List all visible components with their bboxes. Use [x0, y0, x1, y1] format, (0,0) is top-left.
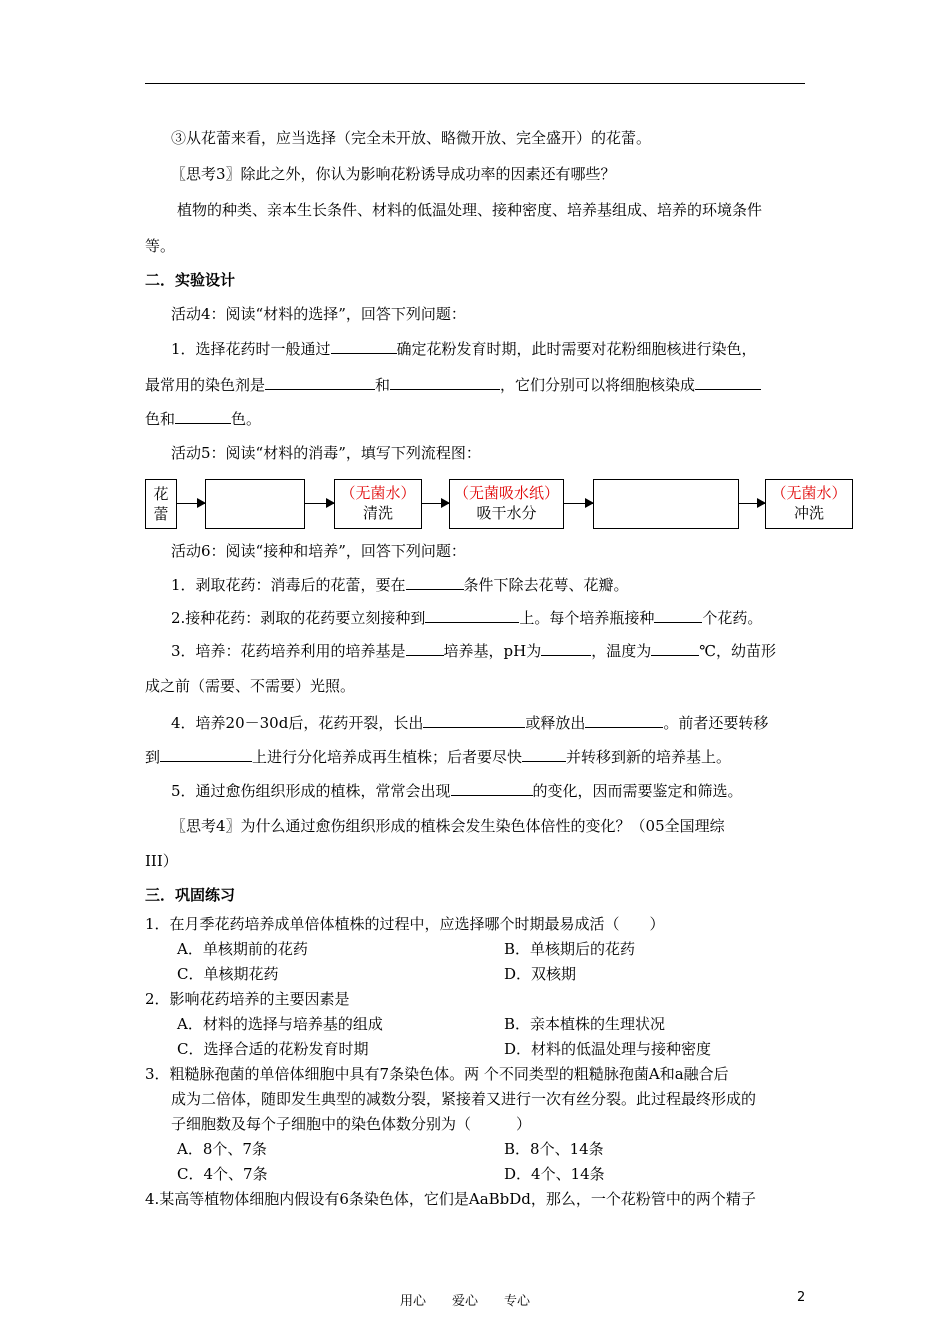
header-rule	[145, 83, 805, 84]
text-span: 。前者还要转移	[663, 714, 769, 732]
flow-label-red: （无菌水）	[340, 484, 416, 502]
text-span: 1．选择花药时一般通过	[171, 340, 331, 358]
text-line: 活动6：阅读“接种和培养”，回答下列问题：	[171, 542, 466, 560]
flow-label-red: （无菌吸水纸）	[453, 484, 559, 502]
section-heading: 二．实验设计	[145, 271, 236, 289]
option: B．单核期后的花药	[504, 940, 636, 958]
text-span: 最常用的染色剂是	[145, 376, 266, 394]
text-line: III）	[145, 852, 178, 870]
text-span: 的变化，因而需要鉴定和筛选。	[532, 782, 743, 800]
text-span: 5．通过愈伤组织形成的植株，常常会出现	[171, 782, 451, 800]
footer-text: 用心 爱心 专心	[400, 1294, 531, 1309]
text-line: 2．影响花药培养的主要因素是	[145, 990, 350, 1008]
text-line: 活动5：阅读“材料的消毒”，填写下列流程图：	[171, 444, 481, 462]
question-line	[171, 574, 629, 595]
flow-arrow	[739, 503, 765, 504]
flow-box-rinse	[334, 479, 422, 529]
blank	[390, 374, 500, 390]
text-line: 1．在月季花药培养成单倍体植株的过程中，应选择哪个时期最易成活（ ）	[145, 915, 665, 933]
flow-arrow	[422, 503, 449, 504]
flow-label: 花蕾	[153, 485, 169, 523]
page-number: 2	[797, 1290, 806, 1305]
option: B．亲本植株的生理状况	[504, 1015, 666, 1033]
blank	[331, 338, 397, 354]
flow-label: 吸干水分	[476, 504, 537, 522]
text-line: 等。	[145, 237, 176, 255]
flow-box-empty	[205, 479, 305, 529]
text-span: 条件下除去花萼、花瓣。	[463, 576, 629, 594]
text-span: 3．培养：花药培养利用的培养基是	[171, 642, 406, 660]
blank	[654, 607, 702, 623]
text-line: 4.某高等植物体细胞内假设有6条染色体，它们是AaBbDd，那么，一个花粉管中的两个精子	[145, 1190, 756, 1208]
blank	[425, 607, 519, 623]
flow-label: 清洗	[362, 504, 393, 522]
text-span: 色和	[145, 410, 176, 428]
text-span: 或释放出	[525, 714, 586, 732]
text-line: 活动4：阅读“材料的选择”，回答下列问题：	[171, 305, 466, 323]
option: A．材料的选择与培养基的组成	[177, 1015, 383, 1033]
question-line	[171, 780, 743, 801]
option: C．4个、7条	[177, 1165, 268, 1183]
question-line	[171, 338, 757, 359]
option: D．材料的低温处理与接种密度	[504, 1040, 712, 1058]
text-span: 培养基，pH为	[443, 642, 542, 660]
blank	[522, 746, 566, 762]
blank	[175, 408, 231, 424]
text-line: 子细胞数及每个子细胞中的染色体数分别为（ ）	[171, 1115, 532, 1133]
text-span: 2.接种花药：剥取的花药要立刻接种到	[171, 609, 426, 627]
question-line	[145, 374, 761, 395]
question-line	[171, 640, 776, 661]
text-span: 上进行分化培养成再生植株；后者要尽快	[252, 748, 523, 766]
option: A．8个、7条	[177, 1140, 267, 1158]
flow-box-flower-bud	[145, 479, 177, 529]
flow-arrow	[305, 503, 334, 504]
blank	[406, 574, 464, 590]
text-span: 上。每个培养瓶接种	[519, 609, 655, 627]
blank	[451, 780, 533, 796]
text-span: 个花药。	[702, 609, 763, 627]
flow-label-red: （无菌水）	[771, 484, 847, 502]
blank	[695, 374, 761, 390]
blank	[541, 640, 591, 656]
flow-box-empty	[593, 479, 739, 529]
text-span: ℃，幼苗形	[699, 642, 777, 660]
blank	[651, 640, 699, 656]
text-line: 〖思考3〗除此之外，你认为影响花粉诱导成功率的因素还有哪些？	[171, 165, 616, 183]
text-span: ，温度为	[591, 642, 652, 660]
blank	[423, 712, 525, 728]
question-line	[145, 408, 261, 429]
blank	[265, 374, 375, 390]
section-heading: 三．巩固练习	[145, 886, 236, 904]
flow-box-dry	[449, 479, 564, 529]
text-span: ，它们分别可以将细胞核染成	[500, 376, 696, 394]
flow-arrow	[177, 503, 205, 504]
option: A．单核期前的花药	[177, 940, 308, 958]
question-line	[171, 607, 762, 628]
option: D．双核期	[504, 965, 577, 983]
text-span: 和	[375, 376, 391, 394]
flow-label: 冲洗	[793, 504, 824, 522]
text-line: 成之前（需要、不需要）光照。	[145, 677, 356, 695]
text-span: 确定花粉发育时期，此时需要对花粉细胞核进行染色，	[396, 340, 757, 358]
flow-arrow	[564, 503, 593, 504]
option: C．单核期花药	[177, 965, 279, 983]
text-span: 色。	[231, 410, 262, 428]
text-span: 1．剥取花药：消毒后的花蕾，要在	[171, 576, 406, 594]
question-line	[171, 712, 768, 733]
option: B．8个、14条	[504, 1140, 604, 1158]
blank	[406, 640, 444, 656]
text-line: 成为二倍体，随即发生典型的减数分裂，紧接着又进行一次有丝分裂。此过程最终形成的	[171, 1090, 757, 1108]
option: D．4个、14条	[504, 1165, 605, 1183]
text-line: 3．粗糙脉孢菌的单倍体细胞中具有7条染色体。两 个不同类型的粗糙脉孢菌A和a融合后	[145, 1065, 729, 1083]
text-line: 植物的种类、亲本生长条件、材料的低温处理、接种密度、培养基组成、培养的环境条件	[177, 201, 763, 219]
text-span: 并转移到新的培养基上。	[566, 748, 732, 766]
text-line: 〖思考4〗为什么通过愈伤组织形成的植株会发生染色体倍性的变化？（05全国理综	[171, 817, 725, 835]
flow-box-flush	[765, 479, 853, 529]
blank	[160, 746, 252, 762]
option: C．选择合适的花粉发育时期	[177, 1040, 369, 1058]
text-span: 到	[145, 748, 161, 766]
text-line: ③从花蕾来看，应当选择（完全未开放、略微开放、完全盛开）的花蕾。	[171, 129, 652, 147]
text-span: 4．培养20－30d后，花药开裂，长出	[171, 714, 424, 732]
blank	[585, 712, 663, 728]
question-line	[145, 746, 731, 767]
